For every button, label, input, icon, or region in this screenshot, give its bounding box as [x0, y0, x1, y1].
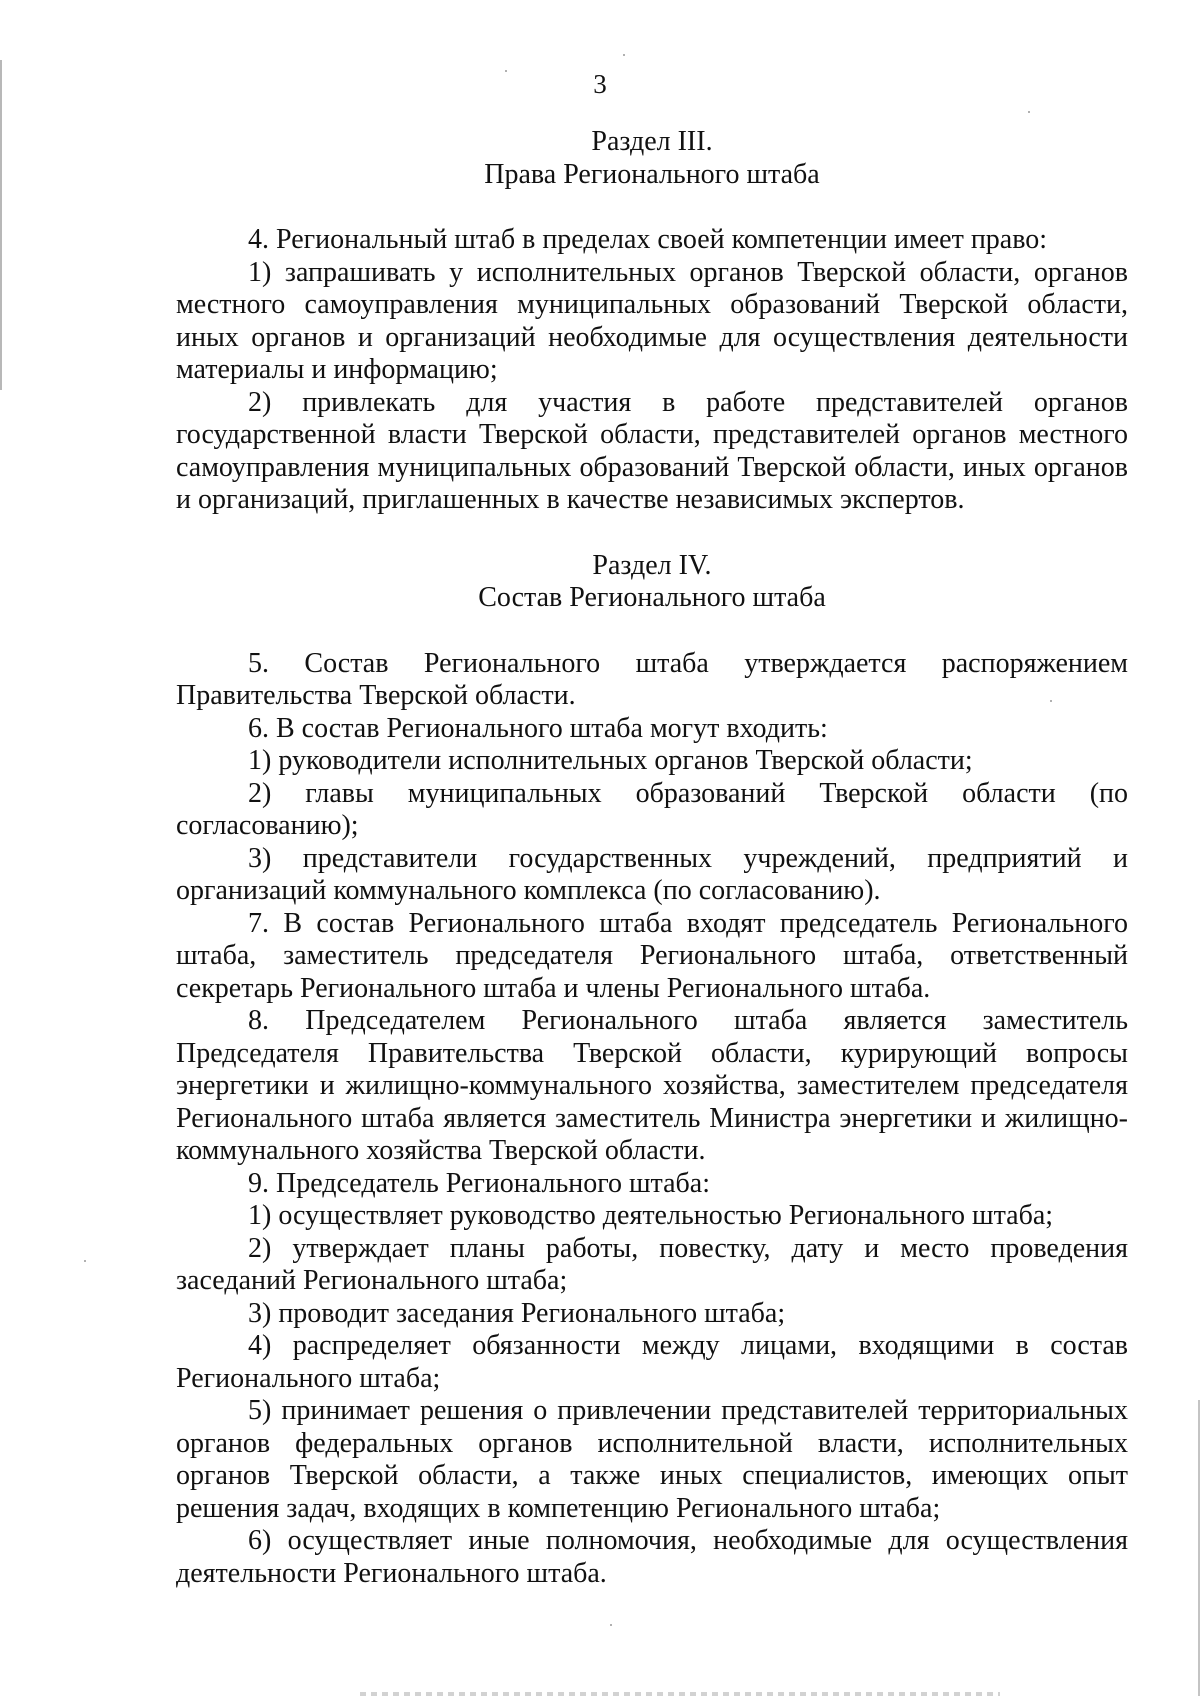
section-title: Раздел III.: [591, 126, 713, 157]
paragraph: 6. В состав Регионального штаба могут входить:: [248, 712, 828, 744]
paragraph: 5. Состав Регионального штаба утверждается распоряжением Правительства Тверской области.: [176, 647, 1128, 711]
paragraph: 6) осуществляет иные полномочия, необходимые для осуществления деятельности Регионального штаба.: [176, 1525, 1128, 1589]
section-heading-3: [176, 126, 1128, 191]
paragraph: 8. Председателем Регионального штаба является заместитель Председателя Правительства Тверской области, курирующий вопросы энергетики и жилищно-коммунального хозяйства, заместителем председателя Регионального штаба является заместитель Министра энергетики и жилищно-коммунального хозяйства Тверской области.: [176, 1005, 1128, 1166]
paragraph: 3) проводит заседания Регионального штаба;: [248, 1297, 786, 1329]
section-heading-4: [176, 550, 1128, 615]
paragraph: 5) принимает решения о привлечении представителей территориальных органов федеральных органов исполнительной власти, исполнительных органов Тверской области, а также иных специалистов, имеющих опыт решения задач, входящих в компетенцию Регионального штаба;: [176, 1395, 1128, 1524]
scan-speck: [1028, 111, 1030, 113]
section-subtitle: Права Регионального штаба: [484, 158, 820, 190]
paragraph: 9. Председатель Регионального штаба:: [248, 1167, 710, 1199]
scan-left-edge: [0, 60, 2, 390]
document-body: [176, 126, 1128, 1590]
scan-bottom-artifact: [360, 1692, 1000, 1696]
page-number: 3: [593, 69, 607, 99]
paragraph: 2) главы муниципальных образований Тверской области (по согласованию);: [176, 777, 1128, 841]
paragraph: 4) распределяет обязанности между лицами, входящими в состав Регионального штаба;: [176, 1330, 1128, 1394]
section-title: Раздел IV.: [592, 549, 712, 581]
paragraph: 1) запрашивать у исполнительных органов Тверской области, органов местного самоуправления муниципальных образований Тверской области, иных органов и организаций необходимые для осуществления деятельности материалы и информацию;: [176, 256, 1128, 385]
paragraph: 1) осуществляет руководство деятельностью Регионального штаба;: [248, 1200, 1054, 1231]
scan-speck: [623, 54, 625, 56]
section-subtitle: Состав Регионального штаба: [478, 582, 826, 613]
paragraph: 1) руководители исполнительных органов Тверской области;: [248, 745, 973, 776]
scan-speck: [610, 1624, 612, 1626]
paragraph: 4. Региональный штаб в пределах своей компетенции имеет право:: [248, 224, 1048, 255]
paragraph: 3) представители государственных учреждений, предприятий и организаций коммунального комплекса (по согласованию).: [176, 842, 1128, 906]
paragraph: 2) утверждает планы работы, повестку, дату и место проведения заседаний Регионального штаба;: [176, 1232, 1128, 1296]
paragraph: 2) привлекать для участия в работе представителей органов государственной власти Тверской области, представителей органов местного самоуправления муниципальных образований Тверской области, иных органов и организаций, приглашенных в качестве независимых экспертов.: [176, 386, 1128, 515]
scan-speck: [84, 1260, 86, 1262]
paragraph: 7. В состав Регионального штаба входят председатель Регионального штаба, заместитель председателя Регионального штаба, ответственный секретарь Регионального штаба и члены Регионального штаба.: [176, 907, 1128, 1004]
